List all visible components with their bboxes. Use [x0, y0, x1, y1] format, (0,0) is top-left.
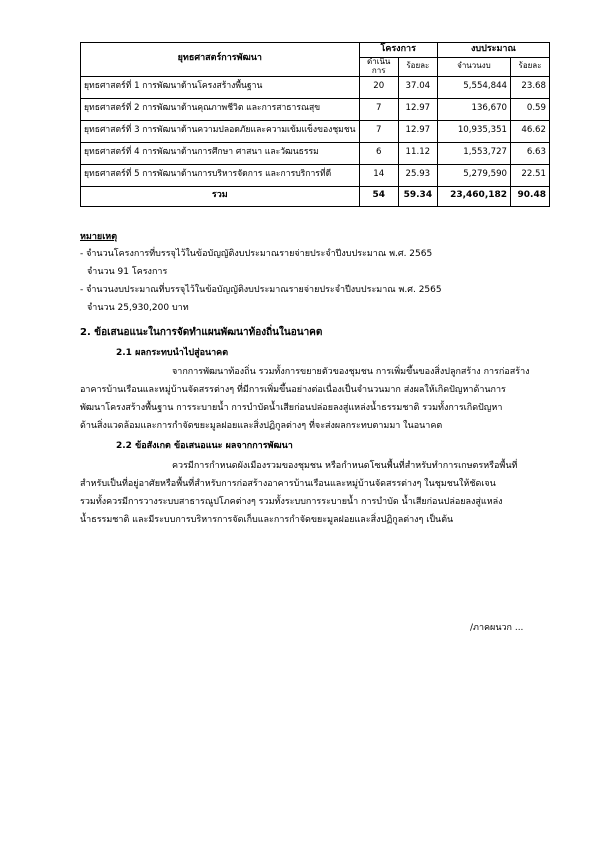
row-count: 20: [359, 76, 398, 98]
row-count: 14: [359, 164, 398, 186]
table-row: [81, 142, 550, 164]
table-row: [81, 76, 550, 98]
notes-title: หมายเหตุ: [80, 232, 118, 242]
header-projects: โครงการ: [359, 43, 437, 58]
row-count: 7: [359, 120, 398, 142]
section2-1-line: อาคารบ้านเรือนและหมู่บ้านจัดสรรต่างๆ ที่มีการเพิ่มขึ้นอย่างต่อเนื่องเป็นจำนวนมาก ส่งผลให้เกิดปัญหาด้านการ: [80, 385, 506, 395]
row-budget-percent: 22.51: [511, 164, 550, 186]
row-count: 7: [359, 98, 398, 120]
notes-line-budget-amount: จำนวน 25,930,200 บาท: [87, 303, 189, 313]
row-percent: 11.12: [398, 142, 437, 164]
total-count: 54: [359, 186, 398, 206]
row-amount: 136,670: [437, 98, 510, 120]
section2-2-line: ควรมีการกำหนดผังเมืองรวมของชุมชน หรือกำหนดโซนพื้นที่สำหรับทำการเกษตรหรือพื้นที่: [172, 461, 518, 471]
section2-1-line: จากการพัฒนาท้องถิ่น รวมทั้งการขยายตัวของชุมชน การเพิ่มขึ้นของสิ่งปลูกสร้าง การก่อสร้าง: [172, 367, 530, 377]
table-row: [81, 120, 550, 142]
row-strategy-name: ยุทธศาสตร์ที่ 4 การพัฒนาด้านการศึกษา ศาสนา และวัฒนธรรม: [81, 142, 360, 164]
row-budget-percent: 0.59: [511, 98, 550, 120]
total-amount: 23,460,182: [437, 186, 510, 206]
header-budget: งบประมาณ: [437, 43, 549, 58]
notes-line-budget: - จำนวนงบประมาณที่บรรจุไว้ในข้อบัญญัติงบประมาณรายจ่ายประจำปีงบประมาณ พ.ศ. 2565: [80, 285, 442, 295]
header-implemented: ดำเนินการ: [359, 58, 398, 77]
table-header-row: [81, 43, 550, 58]
section2-1-heading: 2.1 ผลกระทบนำไปสู่อนาคต: [116, 348, 229, 358]
section2-2-heading: 2.2 ข้อสังเกต ข้อเสนอแนะ ผลจากการพัฒนา: [116, 441, 293, 451]
row-percent: 12.97: [398, 98, 437, 120]
notes-line-projects: - จำนวนโครงการที่บรรจุไว้ในข้อบัญญัติงบประมาณรายจ่ายประจำปีงบประมาณ พ.ศ. 2565: [80, 249, 433, 259]
row-percent: 25.93: [398, 164, 437, 186]
row-percent: 37.04: [398, 76, 437, 98]
section2-1-line: ด้านสิ่งแวดล้อมและการกำจัดขยะมูลฝอยและสิ่งปฏิกูลต่างๆ ที่จะส่งผลกระทบตามมา ในอนาคต: [80, 421, 443, 431]
strategy-budget-table: [80, 42, 550, 207]
row-amount: 5,279,590: [437, 164, 510, 186]
continued-marker: /ภาคผนวก ...: [470, 623, 524, 633]
row-strategy-name: ยุทธศาสตร์ที่ 3 การพัฒนาด้านความปลอดภัยและความเข้มแข็งของชุมชน: [81, 120, 360, 142]
table-row: [81, 164, 550, 186]
row-strategy-name: ยุทธศาสตร์ที่ 2 การพัฒนาด้านคุณภาพชีวิต และการสาธารณสุข: [81, 98, 360, 120]
header-amount: จำนวนงบ: [437, 58, 510, 77]
row-count: 6: [359, 142, 398, 164]
row-amount: 10,935,351: [437, 120, 510, 142]
header-strategy: ยุทธศาสตร์การพัฒนา: [81, 43, 360, 77]
header-budget-percent: ร้อยละ: [511, 58, 550, 77]
total-budget-percent: 90.48: [511, 186, 550, 206]
total-percent: 59.34: [398, 186, 437, 206]
section2-2-line: รวมทั้งควรมีการวางระบบสาธารณูปโภคต่างๆ รวมทั้งระบบการระบายน้ำ การบำบัด น้ำเสียก่อนปล่อยลงสู่แหล่ง: [80, 497, 503, 507]
row-strategy-name: ยุทธศาสตร์ที่ 5 การพัฒนาด้านการบริหารจัดการ และการบริการที่ดี: [81, 164, 360, 186]
section2-heading: 2. ข้อเสนอแนะในการจัดทำแผนพัฒนาท้องถิ่นในอนาคต: [80, 327, 323, 338]
section2-2-line: น้ำธรรมชาติ และมีระบบการบริหารการจัดเก็บและการกำจัดขยะมูลฝอยและสิ่งปฏิกูลต่างๆ เป็นต้น: [80, 515, 454, 525]
section2-2-line: สำหรับเป็นที่อยู่อาศัยหรือพื้นที่สำหรับการก่อสร้างอาคารบ้านเรือนและหมู่บ้านจัดสรรต่างๆ ในชุมชนให้ชัดเจน: [80, 479, 496, 489]
row-strategy-name: ยุทธศาสตร์ที่ 1 การพัฒนาด้านโครงสร้างพื้นฐาน: [81, 76, 360, 98]
section2-1-line: พัฒนาโครงสร้างพื้นฐาน การระบายน้ำ การบำบัดน้ำเสียก่อนปล่อยลงสู่แหล่งน้ำธรรมชาติ รวมทั้งการเกิดปัญหา: [80, 403, 503, 413]
table-total-row: [81, 186, 550, 206]
row-budget-percent: 23.68: [511, 76, 550, 98]
row-percent: 12.97: [398, 120, 437, 142]
row-amount: 1,553,727: [437, 142, 510, 164]
header-percent: ร้อยละ: [398, 58, 437, 77]
notes-line-project-count: จำนวน 91 โครงการ: [87, 267, 168, 277]
total-label: รวม: [81, 186, 360, 206]
table-row: [81, 98, 550, 120]
row-budget-percent: 6.63: [511, 142, 550, 164]
row-budget-percent: 46.62: [511, 120, 550, 142]
row-amount: 5,554,844: [437, 76, 510, 98]
